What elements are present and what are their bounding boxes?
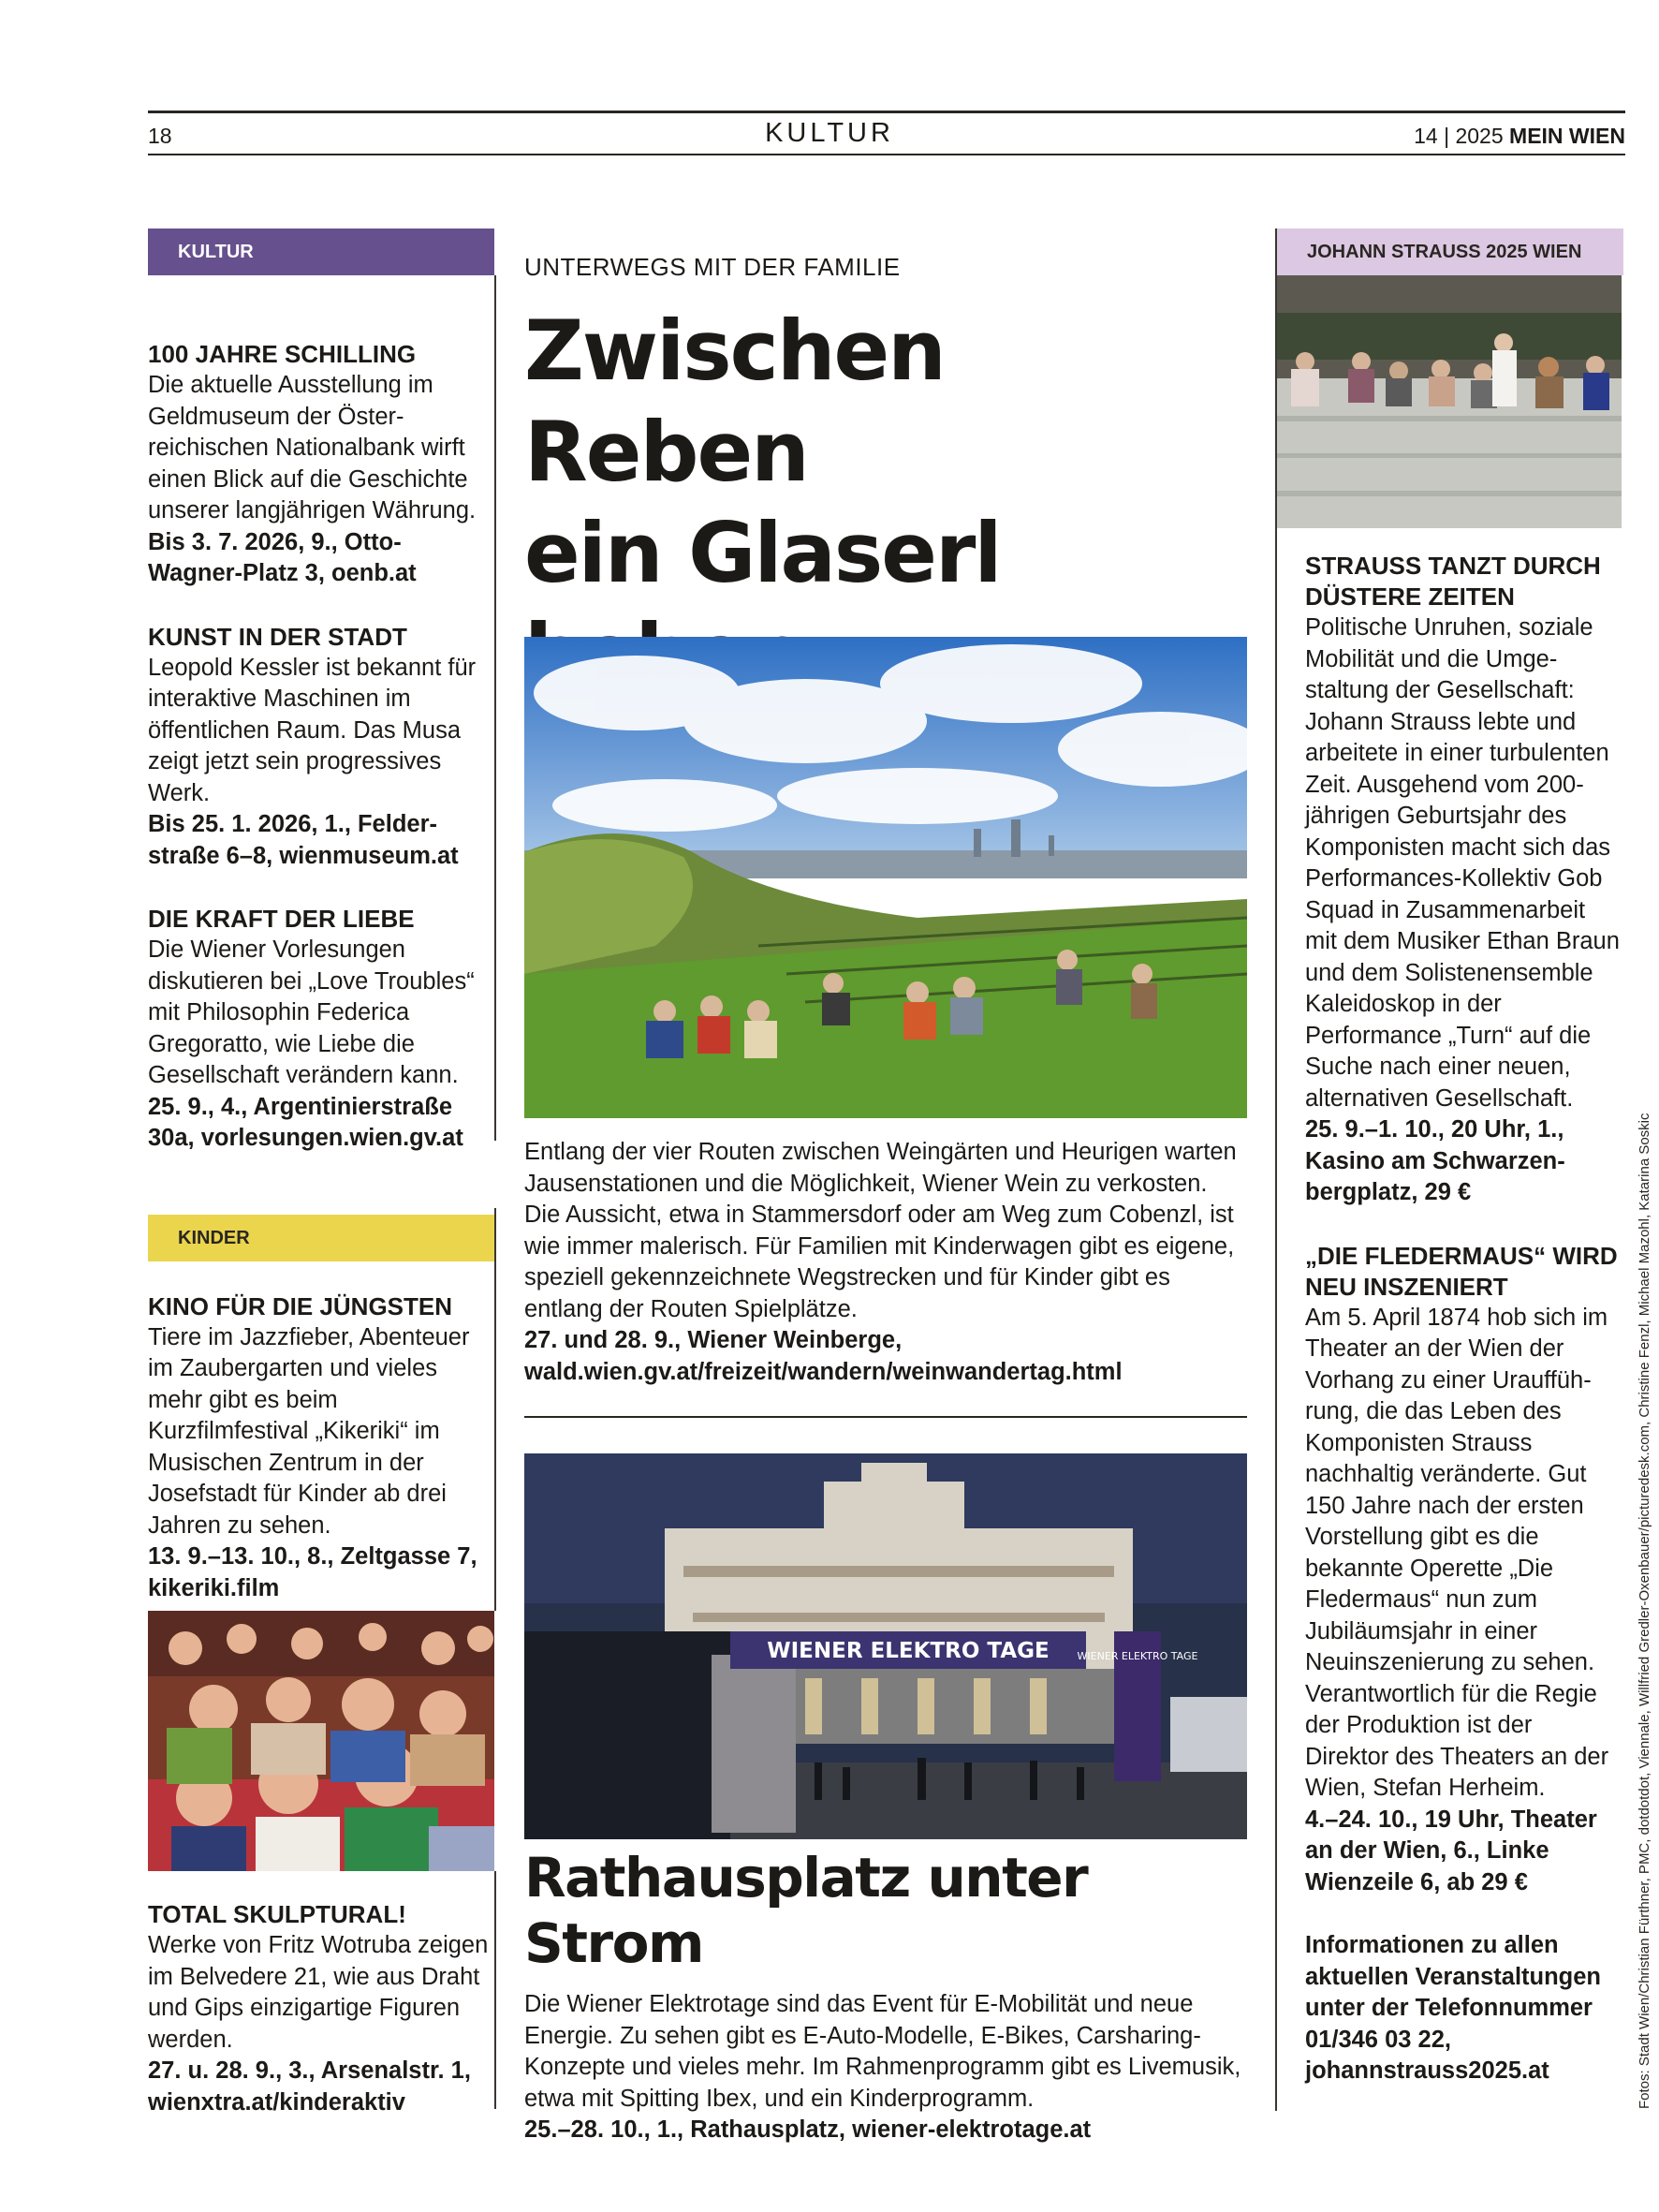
event-title: DIE KRAFT DER LIEBE [148,905,415,933]
left-column-divider-top [494,275,496,1141]
left-column-bottom [148,1899,494,2118]
event-info: Bis 25. 1. 2026, 1., Felderstraße 6–8, wienmuseum.at [148,811,459,869]
event-title: KINO FÜR DIE JÜNGSTEN [148,1291,453,1320]
right-column-tag [1277,229,1623,275]
photo-elektrotage [524,1453,1247,1839]
strauss-item-info: 4.–24. 10., 19 Uhr, Theater an der Wien, 6., Linke Wienzeile 6, ab 29 € [1305,1806,1597,1895]
event-body: Tiere im Jazzfieber, Abenteuer im Zaubergarten und vieles mehr gibt es beim Kurzfilmfestival „Kikeriki“ im Musischen Zentrum in der Josefstadt für Kinder ab drei Jahren zu sehen. [148,1323,470,1539]
strauss-item-info: 25. 9.–1. 10., 20 Uhr, 1., Kasino am Schwarzenbergplatz, 29 € [1305,1116,1565,1205]
header-top-rule [148,111,1625,113]
event-title: 100 JAHRE SCHILLING [148,340,417,368]
left-column-divider-bottom [494,1871,496,2109]
headline-line-2: ein Glaserl [524,505,1001,601]
strauss-item-body: Am 5. April 1874 hob sich im Theater an der Wien der Vorhang zu einer Uraufführung, die das Leben des Komponisten Strauss nachhaltig veränderte. Gut 150 Jahre nach der ersten Vorstellung gibt es die bekannte Operette „Die Fledermaus“ nun zum Jubiläumsjahr in einer Neuinszenierung zu sehen. Verantwortlich für die Regie der Produktion ist der Direktor des Theaters an der Wien, Stefan Herheim. [1305,1304,1609,1801]
article-kicker: UNTERWEGS MIT DER FAMILIE [524,253,901,281]
strauss-item-2 [1305,1241,1622,1899]
photo-children-cinema [148,1611,494,1871]
page-number: 18 [148,124,172,148]
event-schilling [148,339,494,590]
issue-number: 14 | 2025 [1414,124,1504,148]
event-kino-fuer-die-juengsten [148,1291,494,1605]
event-kunst-in-der-stadt [148,622,494,873]
tag-johann-strauss: JOHANN STRAUSS 2025 WIEN [1277,229,1623,275]
right-column-divider [1275,528,1277,2111]
tag-kultur: KULTUR [148,229,494,275]
event-info: Bis 3. 7. 2026, 9., Otto-Wagner-Platz 3, oenb.at [148,528,417,586]
event-info: 27. u. 28. 9., 3., Arsenalstr. 1, wienxtra.at/kinderaktiv [148,2057,471,2116]
tag-kinder: KINDER [148,1215,494,1261]
article-info-line-2: wald.wien.gv.at/freizeit/wandern/weinwandertag.html [524,1358,1123,1385]
event-info: 25. 9., 4., Argentinierstraße 30a, vorlesungen.wien.gv.at [148,1093,463,1151]
publication-name: MEIN WIEN [1509,124,1625,148]
strauss-item-title: STRAUSS TANZT DURCH DÜSTERE ZEITEN [1305,552,1601,611]
event-title: KUNST IN DER STADT [148,622,407,651]
strauss-item-body: Politische Unruhen, soziale Mobilität und die Umgestaltung der Gesellschaft: Johann Strauss lebte und arbeitete in einer turbulenten Zeit. Ausgehend vom 200-jährigen Geburtsjahr des Komponisten macht sich das Performances-Kollektiv Gob Squad in Zusammenarbeit mit dem Musiker Ethan Braun und dem Solistenensemble Kaleidoskop in der Performance „Turn“ auf die Suche nach einer neuen, alternativen Gesellschaft. [1305,614,1620,1112]
event-body: Die aktuelle Ausstellung im Geldmuseum der Österreichischen Nationalbank wirft einen Blick auf die Geschichte unserer langjährigen Währung. [148,372,477,524]
header-bottom-rule [148,154,1625,155]
event-total-skulptural [148,1899,494,2118]
sign-text: WIENER ELEKTRO TAGE [1077,1650,1198,1662]
photo-credit: Fotos: Stadt Wien/Christian Fürthner, PMC, dotdotdot, Viennale, Willfried Gredler-Oxenbauer/picturedesk.com, Christine Fenzl, Michael Mazohl, Katarina Soskic [1637,1113,1652,2109]
center-divider [524,1416,1247,1418]
strauss-item-1 [1305,551,1622,1209]
article-body: Entlang der vier Routen zwischen Weingärten und Heurigen warten Jausenstationen und die Möglichkeit, Wiener Wein zu verkosten. Die Aussicht, etwa in Stammersdorf oder am Weg zum Cobenzl, ist wie immer malerisch. Für Familien mit Kinderwagen gibt es eigene, speziell gekennzeichnete Wegstrecken und für Kinder gibt es entlang der Routen Spielplätze. [524,1139,1237,1322]
strauss-footer-info: Informationen zu allen aktuellen Veranstaltungen unter der Telefonnummer 01/346 03 22, johannstrauss2025.at [1305,1932,1602,2084]
event-info: 13. 9.–13. 10., 8., Zeltgasse 7, kikeriki.film [148,1543,477,1601]
event-title: TOTAL SKULPTURAL! [148,1900,406,1928]
headline-line-1: Zwischen Reben [524,302,945,500]
event-body: Die Wiener Vorlesungen diskutieren bei „Love Troubles“ mit Philosophin Federica Gregoratto, wie Liebe die Gesellschaft verändern kann. [148,936,475,1088]
article2-info: 25.–28. 10., 1., Rathausplatz, wiener-elektrotage.at [524,2116,1092,2143]
event-body: Leopold Kessler ist bekannt für interaktive Maschinen im öffentlichen Raum. Das Musa zeigt jetzt sein progressives Werk. [148,654,477,806]
right-column-content [1305,551,1622,2087]
article2-headline: Rathausplatz unter Strom [524,1846,1088,1975]
left-column [148,229,494,1604]
issue-info [1414,124,1625,149]
event-body: Werke von Fritz Wotruba zeigen im Belvedere 21, wie aus Draht und Gips einzigartige Figuren werden. [148,1932,489,2053]
article2-body: Die Wiener Elektrotage sind das Event für E-Mobilität und neue Energie. Zu sehen gibt es E-Auto-Modelle, E-Bikes, Carsharing-Konzepte und vieles mehr. Im Rahmenprogramm gibt es Livemusik, etwa mit Spitting Ibex, und ein Kinderprogramm. [524,1991,1241,2112]
strauss-item-title: „DIE FLEDERMAUS“ WIRD NEU INSZENIERT [1305,1241,1618,1301]
banner-text: WIENER ELEKTRO TAGE [767,1639,1050,1663]
event-kraft-der-liebe [148,904,494,1155]
article-body-block [524,1137,1247,1388]
left-column-divider-middle [494,1208,496,1611]
section-title: KULTUR [765,118,894,148]
photo-gob-squad-water [1277,275,1622,528]
photo-vineyard [524,637,1247,1118]
article-info-line-1: 27. und 28. 9., Wiener Weinberge, [524,1327,903,1353]
article2-block [524,1845,1247,2146]
